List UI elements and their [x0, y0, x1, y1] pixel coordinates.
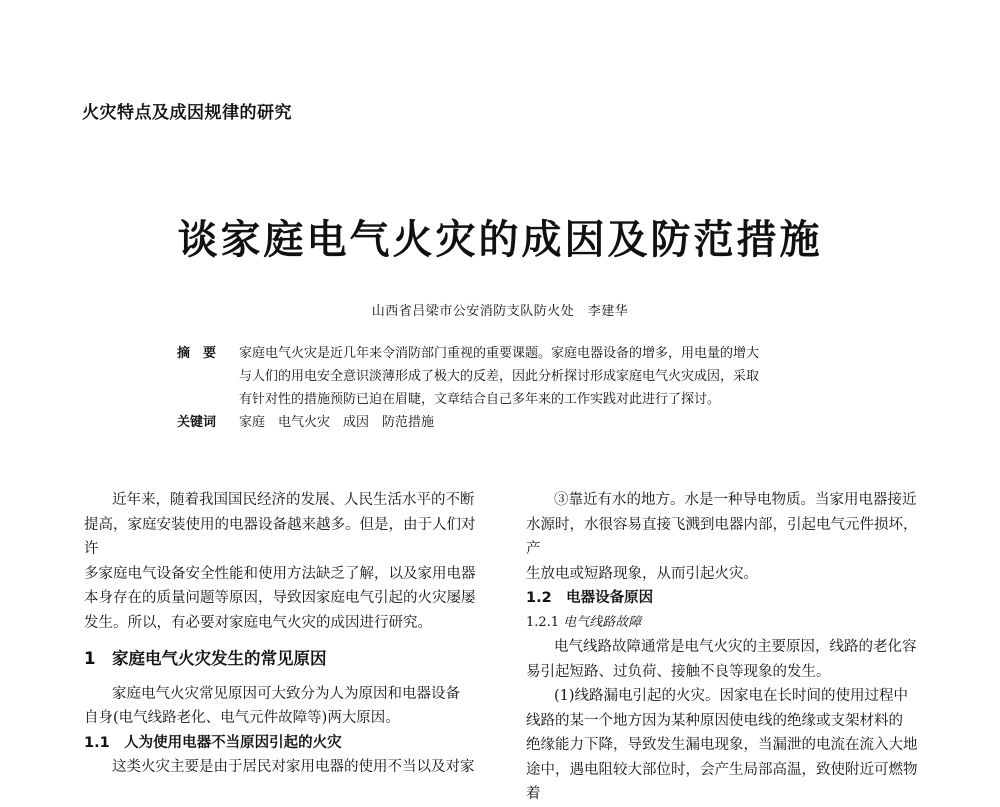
- paragraph-line: 水源时，水很容易直接飞溅到电器内部，引起电气元件损坏，产: [526, 516, 918, 557]
- keywords-row: [177, 411, 857, 434]
- paragraph-line: 近年来，随着我国国民经济的发展、人民生活水平的不断: [112, 492, 475, 508]
- keywords-label: 关键词: [177, 415, 217, 430]
- abstract-line: 家庭电气火灾是近几年来令消防部门重视的重要课题。家庭电器设备的增多，用电量的增大: [239, 346, 760, 361]
- abstract-block: [177, 342, 857, 434]
- right-column: [526, 488, 926, 807]
- paragraph-line: 本身存在的质量问题等原因，导致因家庭电气引起的火灾屡屡: [84, 590, 476, 606]
- section-heading-1-2-1: [526, 611, 926, 636]
- paragraph-line: 绝缘能力下降，导致发生漏电现象，当漏泄的电流在流入大地: [526, 737, 918, 753]
- paragraph-line: (1)线路漏电引起的火灾。因家电在长时间的使用过程中: [554, 688, 909, 704]
- paragraph-line: 易引起短路、过负荷、接触不良等现象的发生。: [526, 663, 831, 680]
- abstract-line: 有针对性的措施预防已迫在眉睫，文章结合自己多年来的工作实践对此进行了探讨。: [239, 392, 721, 407]
- paragraph-line: 发生。所以，有必要对家庭电气火灾的成因进行研究。: [84, 614, 432, 631]
- paragraph-line: 自身(电气线路老化、电气元件故障等)两大原因。: [84, 710, 400, 726]
- abstract-label: 摘 要: [177, 346, 217, 361]
- paragraph-line: 提高，家庭安装使用的电器设备越来越多。但是，由于人们对许: [84, 516, 476, 557]
- paragraph-line: 这类火灾主要是由于居民对家用电器的使用不当以及对家: [112, 759, 475, 775]
- paragraph-line: 生放电或短路现象，从而引起火灾。: [526, 565, 758, 582]
- abstract-body: [239, 342, 857, 411]
- article-title: 谈家庭电气火灾的成因及防范措施: [177, 217, 823, 263]
- keywords-text: 家庭 电气火灾 成因 防范措施: [239, 415, 435, 430]
- journal-section-header: 火灾特点及成因规律的研究: [82, 103, 292, 123]
- abstract-line: 与人们的用电安全意识淡薄形成了极大的反差，因此分析探讨形成家庭电气火灾成因，采取: [239, 369, 760, 384]
- paragraph-line: 电气线路故障通常是电气火灾的主要原因，线路的老化容: [554, 639, 917, 655]
- section-heading-1: 1 家庭电气火灾发生的常见原因: [84, 649, 327, 668]
- left-column: [84, 488, 484, 780]
- paragraph-line: 途中，遇电阻较大部位时，会产生局部高温，致使附近可燃物着: [526, 761, 918, 802]
- section-number: 1.2.1: [526, 614, 560, 630]
- abstract-row: [177, 342, 857, 411]
- paragraph-line: 线路的某一个地方因为某种原因使电线的绝缘或支架材料的: [526, 712, 903, 729]
- section-heading-1-2: 1.2 电器设备原因: [526, 590, 654, 606]
- section-title: 电气线路故障: [563, 614, 642, 630]
- paragraph-line: 多家庭电气设备安全性能和使用方法缺乏了解，以及家用电器: [84, 565, 476, 582]
- section-heading-1-1: 1.1 人为使用电器不当原因引起的火灾: [84, 734, 342, 751]
- article-author: 山西省吕梁市公安消防支队防火处 李建华: [371, 304, 629, 319]
- paragraph-line: ③靠近有水的地方。水是一种导电物质。当家用电器接近: [554, 492, 917, 508]
- paragraph-line: 家庭电气火灾常见原因可大致分为人为原因和电器设备: [112, 685, 460, 702]
